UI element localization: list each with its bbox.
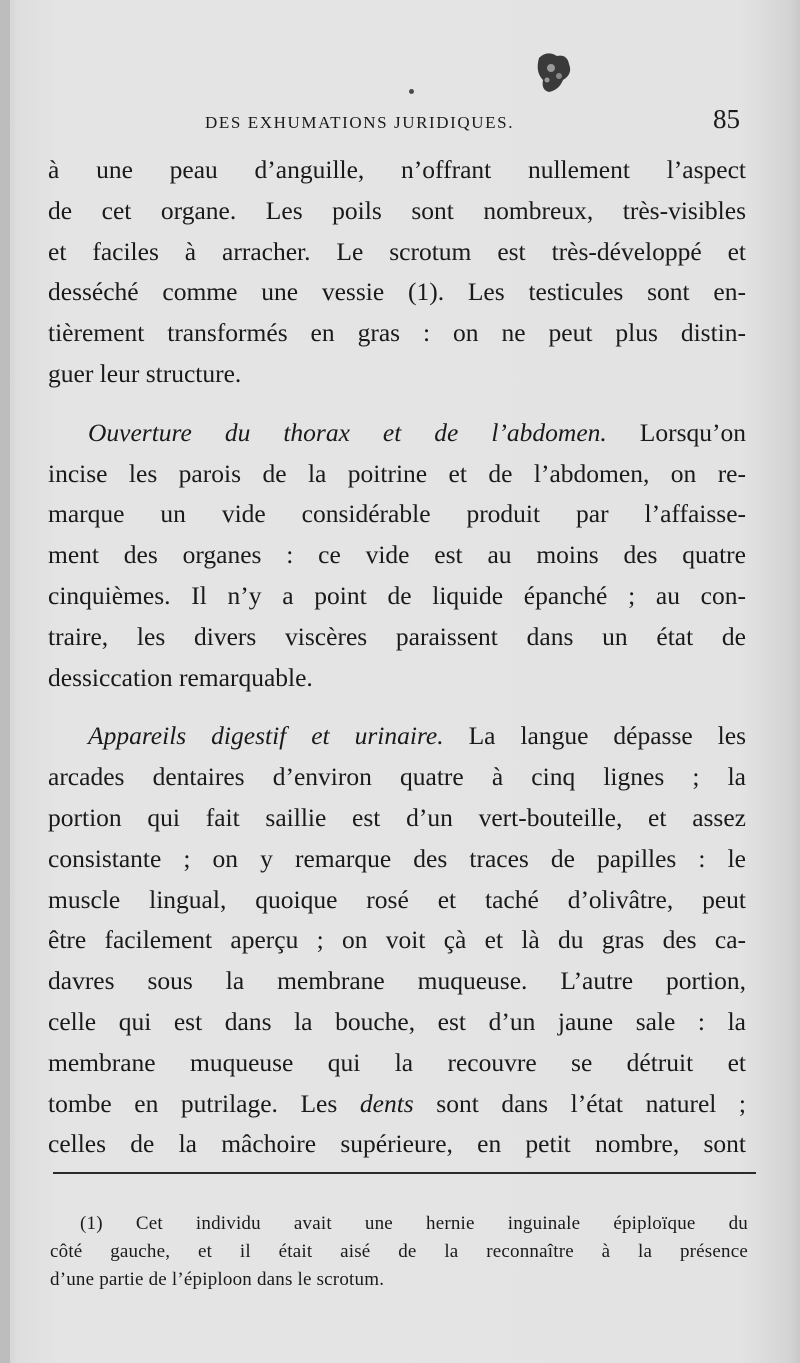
footnote-line: côté gauche, et il était aisé de la reconnaître à la présence	[50, 1241, 748, 1262]
text-line: de cet organe. Les poils sont nombreux, très-visibles	[48, 195, 746, 225]
text-line: portion qui fait saillie est d’un vert-bouteille, et assez	[48, 802, 746, 832]
running-head	[0, 100, 800, 140]
text-fragment: Lorsqu’on	[639, 417, 747, 447]
text-line: marque un vide considérable produit par l’affaisse-	[48, 499, 746, 529]
text-line: arcades dentaires d’environ quatre à cinq lignes ; la	[48, 762, 746, 792]
paragraph-3	[48, 716, 746, 1165]
text-line: incise les parois de la poitrine et de l’abdomen, on re-	[48, 458, 746, 488]
text-line: celle qui est dans la bouche, est d’un jaune sale : la	[48, 1006, 746, 1036]
footnote-line: d’une partie de l’épiploon dans le scrotum.	[50, 1269, 385, 1290]
text-line: traire, les divers viscères paraissent dans un état de	[48, 621, 746, 651]
footnote-rule	[53, 1172, 756, 1174]
footnote	[50, 1210, 748, 1294]
text-line: cinquièmes. Il n’y a point de liquide épanché ; au con-	[48, 580, 746, 610]
ink-dot	[409, 89, 414, 94]
text-line	[48, 1084, 746, 1125]
text-line: davres sous la membrane muqueuse. L’autre portion,	[48, 966, 746, 996]
page-number: 85	[713, 104, 740, 134]
italic-word-dents: dents	[359, 1088, 414, 1118]
ornament-mark	[533, 50, 573, 96]
section-heading-digestif: Appareils digestif et urinaire.	[88, 721, 444, 751]
text-line: muscle lingual, quoique rosé et taché d’olivâtre, peut	[48, 884, 746, 914]
text-line	[48, 716, 746, 757]
paragraph-1	[48, 150, 746, 395]
text-fragment: tombe en putrilage. Les	[48, 1088, 338, 1118]
paragraph-2	[48, 413, 746, 699]
text-line: desséché comme une vessie (1). Les testicules sont en-	[48, 277, 746, 307]
text-line: guer leur structure.	[48, 358, 242, 388]
text-line: ment des organes : ce vide est au moins des quatre	[48, 540, 746, 570]
text-line: être facilement aperçu ; on voit çà et là du gras des ca-	[48, 925, 746, 955]
text-line: tièrement transformés en gras : on ne peut plus distin-	[48, 318, 746, 348]
text-line: et faciles à arracher. Le scrotum est très-développé et	[48, 236, 746, 266]
text-fragment: sont dans l’état naturel ;	[436, 1088, 747, 1118]
footnote-line: (1) Cet individu avait une hernie inguinale épiploïque du	[80, 1213, 748, 1234]
text-line: dessiccation remarquable.	[48, 662, 313, 692]
text-line: à une peau d’anguille, n’offrant nullement l’aspect	[48, 155, 746, 184]
running-title: DES EXHUMATIONS JURIDIQUES.	[205, 113, 515, 132]
text-fragment: La langue dépasse les	[468, 721, 746, 751]
text-line: consistante ; on y remarque des traces de papilles : le	[48, 843, 746, 873]
text-line: membrane muqueuse qui la recouvre se détruit et	[48, 1047, 746, 1077]
page-left-edge	[0, 0, 10, 1363]
body-text	[48, 150, 746, 1165]
text-line: celles de la mâchoire supérieure, en petit nombre, sont	[48, 1129, 746, 1159]
section-heading-thorax: Ouverture du thorax et de l’abdomen.	[88, 417, 607, 447]
text-line	[48, 413, 746, 454]
